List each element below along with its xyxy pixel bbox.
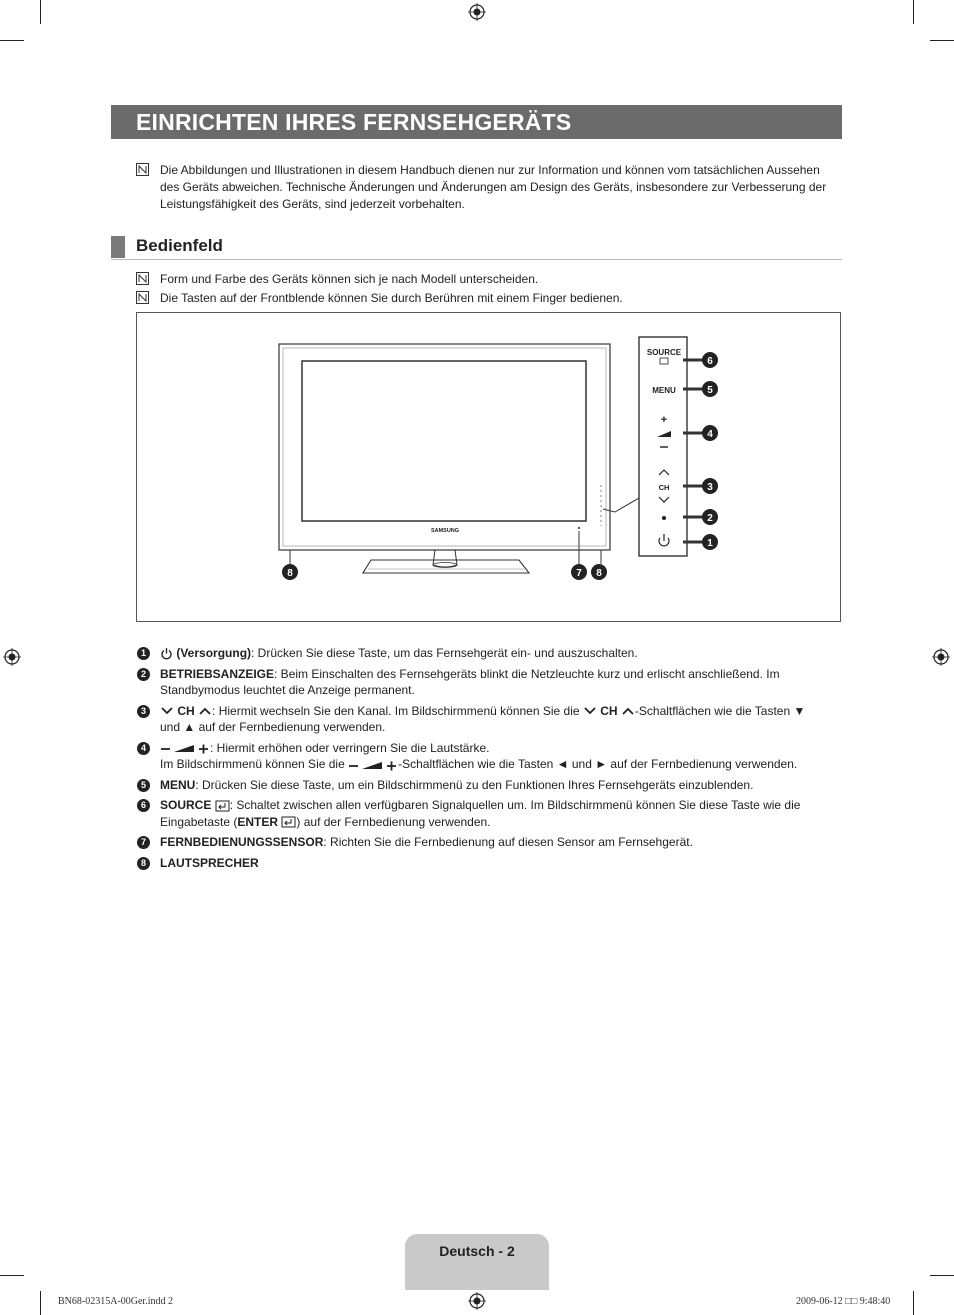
chevron-down-icon: [583, 706, 597, 716]
item-label: LAUTSPRECHER: [160, 855, 259, 870]
callout-8-left-label: 8: [287, 568, 293, 579]
callout-7-label: 7: [576, 568, 582, 579]
note-icon: [136, 163, 149, 176]
section-note: [136, 271, 842, 288]
callout-3: [702, 478, 718, 494]
enter-icon: [215, 800, 230, 812]
item-label: CH: [600, 703, 618, 718]
callout-5-label: 5: [707, 385, 713, 396]
panel-label-menu: MENU: [652, 386, 676, 395]
list-item: [137, 666, 827, 699]
list-item: [137, 834, 827, 851]
callout-8-right-label: 8: [596, 568, 602, 579]
item-text: Im Bildschirmmenü können Sie die: [160, 757, 345, 771]
volume-icon: [160, 742, 210, 754]
svg-text:+: +: [660, 414, 668, 426]
registration-mark-icon: [468, 1292, 486, 1310]
item-text: : Hiermit erhöhen oder verringern Sie die Lautstärke.: [210, 740, 490, 755]
list-item: [137, 740, 827, 773]
item-label: SOURCE: [160, 798, 212, 812]
item-number: 3: [137, 705, 150, 718]
item-text: -Schaltflächen wie die Tasten ▼ und ▲ auf der Fernbedienung verwenden.: [160, 703, 806, 734]
item-text: : Drücken Sie diese Taste, um ein Bildschirmmenü zu den Funktionen Ihres Fernsehgeräts einzublenden.: [195, 777, 754, 792]
item-number: 5: [137, 779, 150, 792]
registration-mark-icon: [3, 648, 21, 666]
section-note: [136, 290, 842, 307]
item-label: (Versorgung): [176, 646, 252, 660]
chevron-down-icon: [160, 706, 174, 716]
item-number: 6: [137, 799, 150, 812]
callout-3-label: 3: [707, 482, 713, 493]
crop-mark: [0, 40, 24, 41]
item-label: ENTER: [237, 814, 279, 829]
note-icon: [136, 291, 149, 304]
item-label: CH: [177, 703, 195, 718]
page-title: EINRICHTEN IHRES FERNSEHGERÄTS: [111, 105, 842, 139]
crop-mark: [40, 1291, 41, 1315]
item-text: : Drücken Sie diese Taste, um das Fernsehgerät ein- und auszuschalten.: [251, 646, 638, 660]
callout-4: [702, 425, 718, 441]
item-number: 2: [137, 668, 150, 681]
list-item: [137, 855, 827, 872]
crop-mark: [913, 1291, 914, 1315]
enter-icon: [281, 816, 296, 828]
callout-5: [702, 381, 718, 397]
item-text: : Richten Sie die Fernbedienung auf diesen Sensor am Fernsehgerät.: [323, 835, 693, 849]
list-item: [137, 797, 827, 830]
item-number: 8: [137, 857, 150, 870]
crop-mark: [0, 1275, 24, 1276]
callout-1-label: 1: [707, 538, 713, 549]
brand-logo-text: SAMSUNG: [430, 528, 460, 534]
tv-illustration: [137, 313, 840, 621]
item-label: MENU: [160, 777, 196, 792]
section-note-text: Form und Farbe des Geräts können sich je nach Modell unterscheiden.: [160, 272, 539, 286]
chevron-up-icon: [621, 706, 635, 716]
panel-label-ch: CH: [658, 483, 670, 492]
item-number: 1: [137, 647, 150, 660]
list-item: [137, 703, 827, 736]
item-text: ) auf der Fernbedienung verwenden.: [296, 814, 491, 829]
item-text: -Schaltflächen wie die Tasten ◄ und ► auf der Fernbedienung verwenden.: [398, 757, 798, 771]
item-number: 7: [137, 836, 150, 849]
callout-1: [702, 534, 718, 550]
chevron-up-icon: [198, 706, 212, 716]
callout-2: [702, 509, 718, 525]
note-icon: [136, 272, 149, 285]
callout-7: [571, 564, 587, 580]
item-number: 4: [137, 742, 150, 755]
callout-8-left: [282, 564, 298, 580]
intro-note-text: Die Abbildungen und Illustrationen in diesem Handbuch dienen nur zur Information und können vom tatsächlichen Aussehen des Geräts abweichen. Technische Änderungen und Änderungen am Design des Geräts, insbesondere zur Verbesserung der Leistungsfähigkeit des Geräts, sind jederzeit vorbehalten.: [160, 163, 827, 211]
crop-mark: [913, 0, 914, 24]
callout-2-label: 2: [707, 513, 713, 524]
volume-icon: [348, 759, 398, 771]
item-label: BETRIEBSANZEIGE: [160, 666, 275, 681]
callout-4-label: 4: [707, 429, 713, 440]
item-label: FERNBEDIENUNGSSENSOR: [160, 835, 324, 849]
power-icon: [160, 647, 173, 660]
callout-8-right: [591, 564, 607, 580]
registration-mark-icon: [932, 648, 950, 666]
item-text: : Hiermit wechseln Sie den Kanal. Im Bildschirmmenü können Sie die: [212, 703, 580, 718]
section-heading-text: Bedienfeld: [136, 236, 223, 255]
page-number-tab: Deutsch - 2: [405, 1234, 549, 1290]
crop-mark: [40, 0, 41, 24]
panel-label-source: SOURCE: [646, 348, 682, 357]
callout-6: [702, 352, 718, 368]
crop-mark: [930, 40, 954, 41]
control-descriptions: [137, 645, 827, 875]
crop-mark: [930, 1275, 954, 1276]
intro-note: [136, 162, 842, 214]
slug-file: BN68-02315A-00Ger.indd 2: [58, 1296, 173, 1307]
item-text: : Schaltet zwischen allen verfügbaren Signalquellen um. Im Bildschirmmenü können Sie diese Taste wie die Eingabetaste (: [160, 798, 801, 829]
item-text: : Beim Einschalten des Fernsehgeräts blinkt die Netzleuchte kurz und erlischt anschließend. Im Standbymodus leuchtet die Anzeige permanent.: [160, 666, 780, 697]
list-item: [137, 777, 827, 794]
section-marker: [111, 236, 125, 258]
slug-date: 2009-06-12 □□ 9:48:40: [796, 1296, 891, 1307]
callout-6-label: 6: [707, 356, 713, 367]
control-panel-diagram: [136, 312, 841, 622]
list-item: [137, 645, 827, 662]
registration-mark-icon: [468, 3, 486, 21]
section-note-text: Die Tasten auf der Frontblende können Sie durch Berühren mit einem Finger bedienen.: [160, 291, 623, 305]
section-heading: [111, 235, 842, 260]
